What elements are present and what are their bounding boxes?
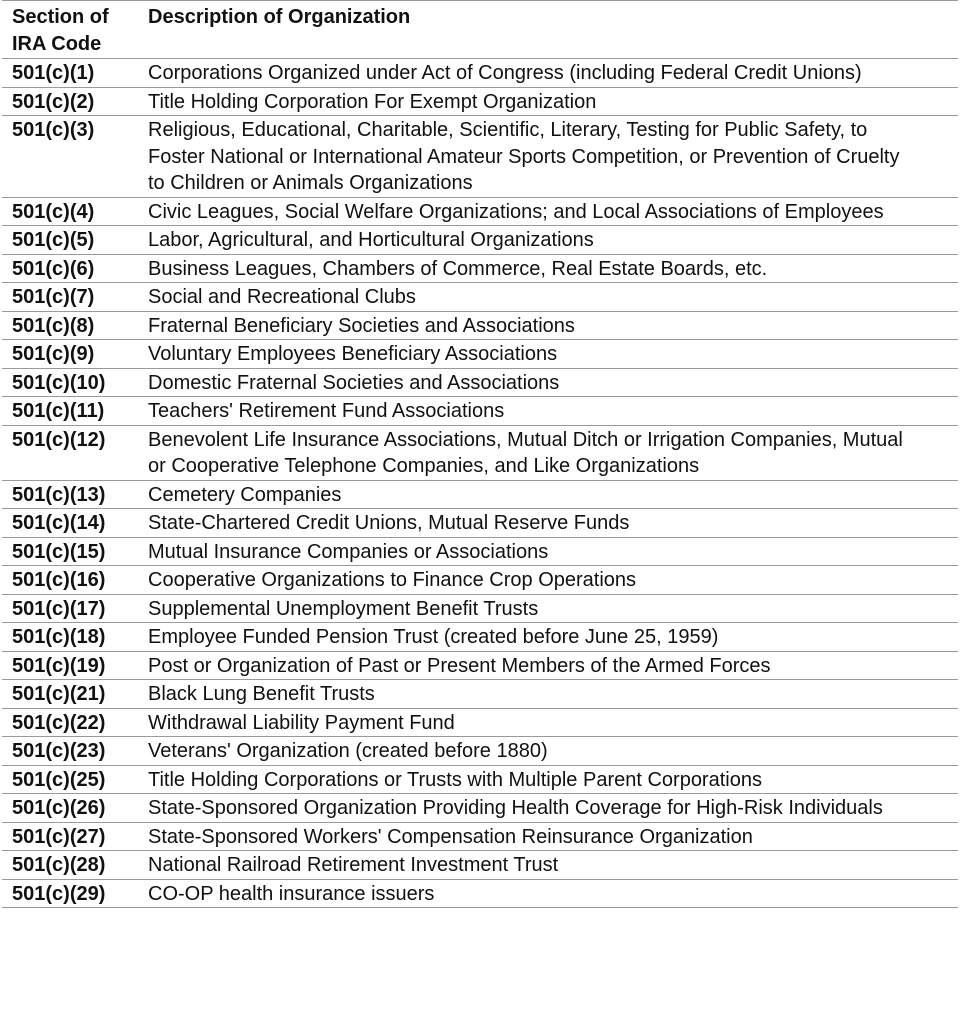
table-row <box>2 480 958 509</box>
section-code: 501(c)(12) <box>2 425 136 480</box>
organization-description: Supplemental Unemployment Benefit Trusts <box>136 594 958 623</box>
table-row <box>2 623 958 652</box>
organization-description: Benevolent Life Insurance Associations, Mutual Ditch or Irrigation Companies, Mutual or Cooperative Telephone Companies, and Like Organizations <box>136 425 958 480</box>
organization-description: State-Sponsored Organization Providing Health Coverage for High-Risk Individuals <box>136 794 958 823</box>
table-row <box>2 425 958 480</box>
section-code: 501(c)(10) <box>2 368 136 397</box>
section-code: 501(c)(18) <box>2 623 136 652</box>
section-code: 501(c)(3) <box>2 116 136 198</box>
organization-description: Veterans' Organization (created before 1880) <box>136 737 958 766</box>
section-code: 501(c)(25) <box>2 765 136 794</box>
organization-description: Title Holding Corporation For Exempt Organization <box>136 87 958 116</box>
organization-description: Title Holding Corporations or Trusts with Multiple Parent Corporations <box>136 765 958 794</box>
organization-description: Employee Funded Pension Trust (created before June 25, 1959) <box>136 623 958 652</box>
section-code: 501(c)(5) <box>2 226 136 255</box>
organization-description: Domestic Fraternal Societies and Associations <box>136 368 958 397</box>
table-header-row <box>2 1 958 59</box>
section-code: 501(c)(13) <box>2 480 136 509</box>
section-code: 501(c)(26) <box>2 794 136 823</box>
table-row <box>2 226 958 255</box>
section-code: 501(c)(21) <box>2 680 136 709</box>
section-code: 501(c)(23) <box>2 737 136 766</box>
description-column-header: Description of Organization <box>136 1 958 59</box>
section-code: 501(c)(22) <box>2 708 136 737</box>
section-code: 501(c)(16) <box>2 566 136 595</box>
section-code: 501(c)(17) <box>2 594 136 623</box>
table-row <box>2 397 958 426</box>
organization-description: Voluntary Employees Beneficiary Associations <box>136 340 958 369</box>
organization-description: Black Lung Benefit Trusts <box>136 680 958 709</box>
organization-description: Business Leagues, Chambers of Commerce, Real Estate Boards, etc. <box>136 254 958 283</box>
organization-description: Teachers' Retirement Fund Associations <box>136 397 958 426</box>
organization-description: State-Sponsored Workers' Compensation Reinsurance Organization <box>136 822 958 851</box>
table-row <box>2 537 958 566</box>
organization-description: Cooperative Organizations to Finance Crop Operations <box>136 566 958 595</box>
section-code: 501(c)(29) <box>2 879 136 908</box>
table-row <box>2 59 958 88</box>
organization-description: Social and Recreational Clubs <box>136 283 958 312</box>
section-code: 501(c)(6) <box>2 254 136 283</box>
organization-description: Post or Organization of Past or Present Members of the Armed Forces <box>136 651 958 680</box>
section-code: 501(c)(14) <box>2 509 136 538</box>
organization-description: Mutual Insurance Companies or Associations <box>136 537 958 566</box>
table-row <box>2 594 958 623</box>
table-row <box>2 879 958 908</box>
table-body <box>2 59 958 908</box>
organization-description: CO-OP health insurance issuers <box>136 879 958 908</box>
section-code: 501(c)(1) <box>2 59 136 88</box>
organization-description: State-Chartered Credit Unions, Mutual Reserve Funds <box>136 509 958 538</box>
organization-description: Corporations Organized under Act of Congress (including Federal Credit Unions) <box>136 59 958 88</box>
table-row <box>2 794 958 823</box>
organization-description: Withdrawal Liability Payment Fund <box>136 708 958 737</box>
table-row <box>2 254 958 283</box>
organization-code-table <box>2 0 958 908</box>
section-code: 501(c)(19) <box>2 651 136 680</box>
table-row <box>2 651 958 680</box>
table-row <box>2 509 958 538</box>
code-column-header: Section of IRA Code <box>2 1 136 59</box>
organization-description: Cemetery Companies <box>136 480 958 509</box>
organization-description: Religious, Educational, Charitable, Scientific, Literary, Testing for Public Safety, to Foster National or International Amateur Sports Competition, or Prevention of Cruelty to Children or Animals Organizations <box>136 116 958 198</box>
table-row <box>2 311 958 340</box>
organization-description: Civic Leagues, Social Welfare Organizations; and Local Associations of Employees <box>136 197 958 226</box>
section-code: 501(c)(7) <box>2 283 136 312</box>
section-code: 501(c)(27) <box>2 822 136 851</box>
table-row <box>2 197 958 226</box>
table-row <box>2 116 958 198</box>
section-code: 501(c)(28) <box>2 851 136 880</box>
table-row <box>2 87 958 116</box>
table-row <box>2 283 958 312</box>
section-code: 501(c)(11) <box>2 397 136 426</box>
table-row <box>2 566 958 595</box>
section-code: 501(c)(4) <box>2 197 136 226</box>
table-row <box>2 708 958 737</box>
section-code: 501(c)(8) <box>2 311 136 340</box>
section-code: 501(c)(2) <box>2 87 136 116</box>
table-row <box>2 765 958 794</box>
section-code: 501(c)(15) <box>2 537 136 566</box>
table-row <box>2 851 958 880</box>
table-row <box>2 680 958 709</box>
table-row <box>2 368 958 397</box>
table-row <box>2 737 958 766</box>
organization-description: Labor, Agricultural, and Horticultural Organizations <box>136 226 958 255</box>
section-code: 501(c)(9) <box>2 340 136 369</box>
organization-description: Fraternal Beneficiary Societies and Associations <box>136 311 958 340</box>
table-row <box>2 340 958 369</box>
table-row <box>2 822 958 851</box>
organization-description: National Railroad Retirement Investment Trust <box>136 851 958 880</box>
